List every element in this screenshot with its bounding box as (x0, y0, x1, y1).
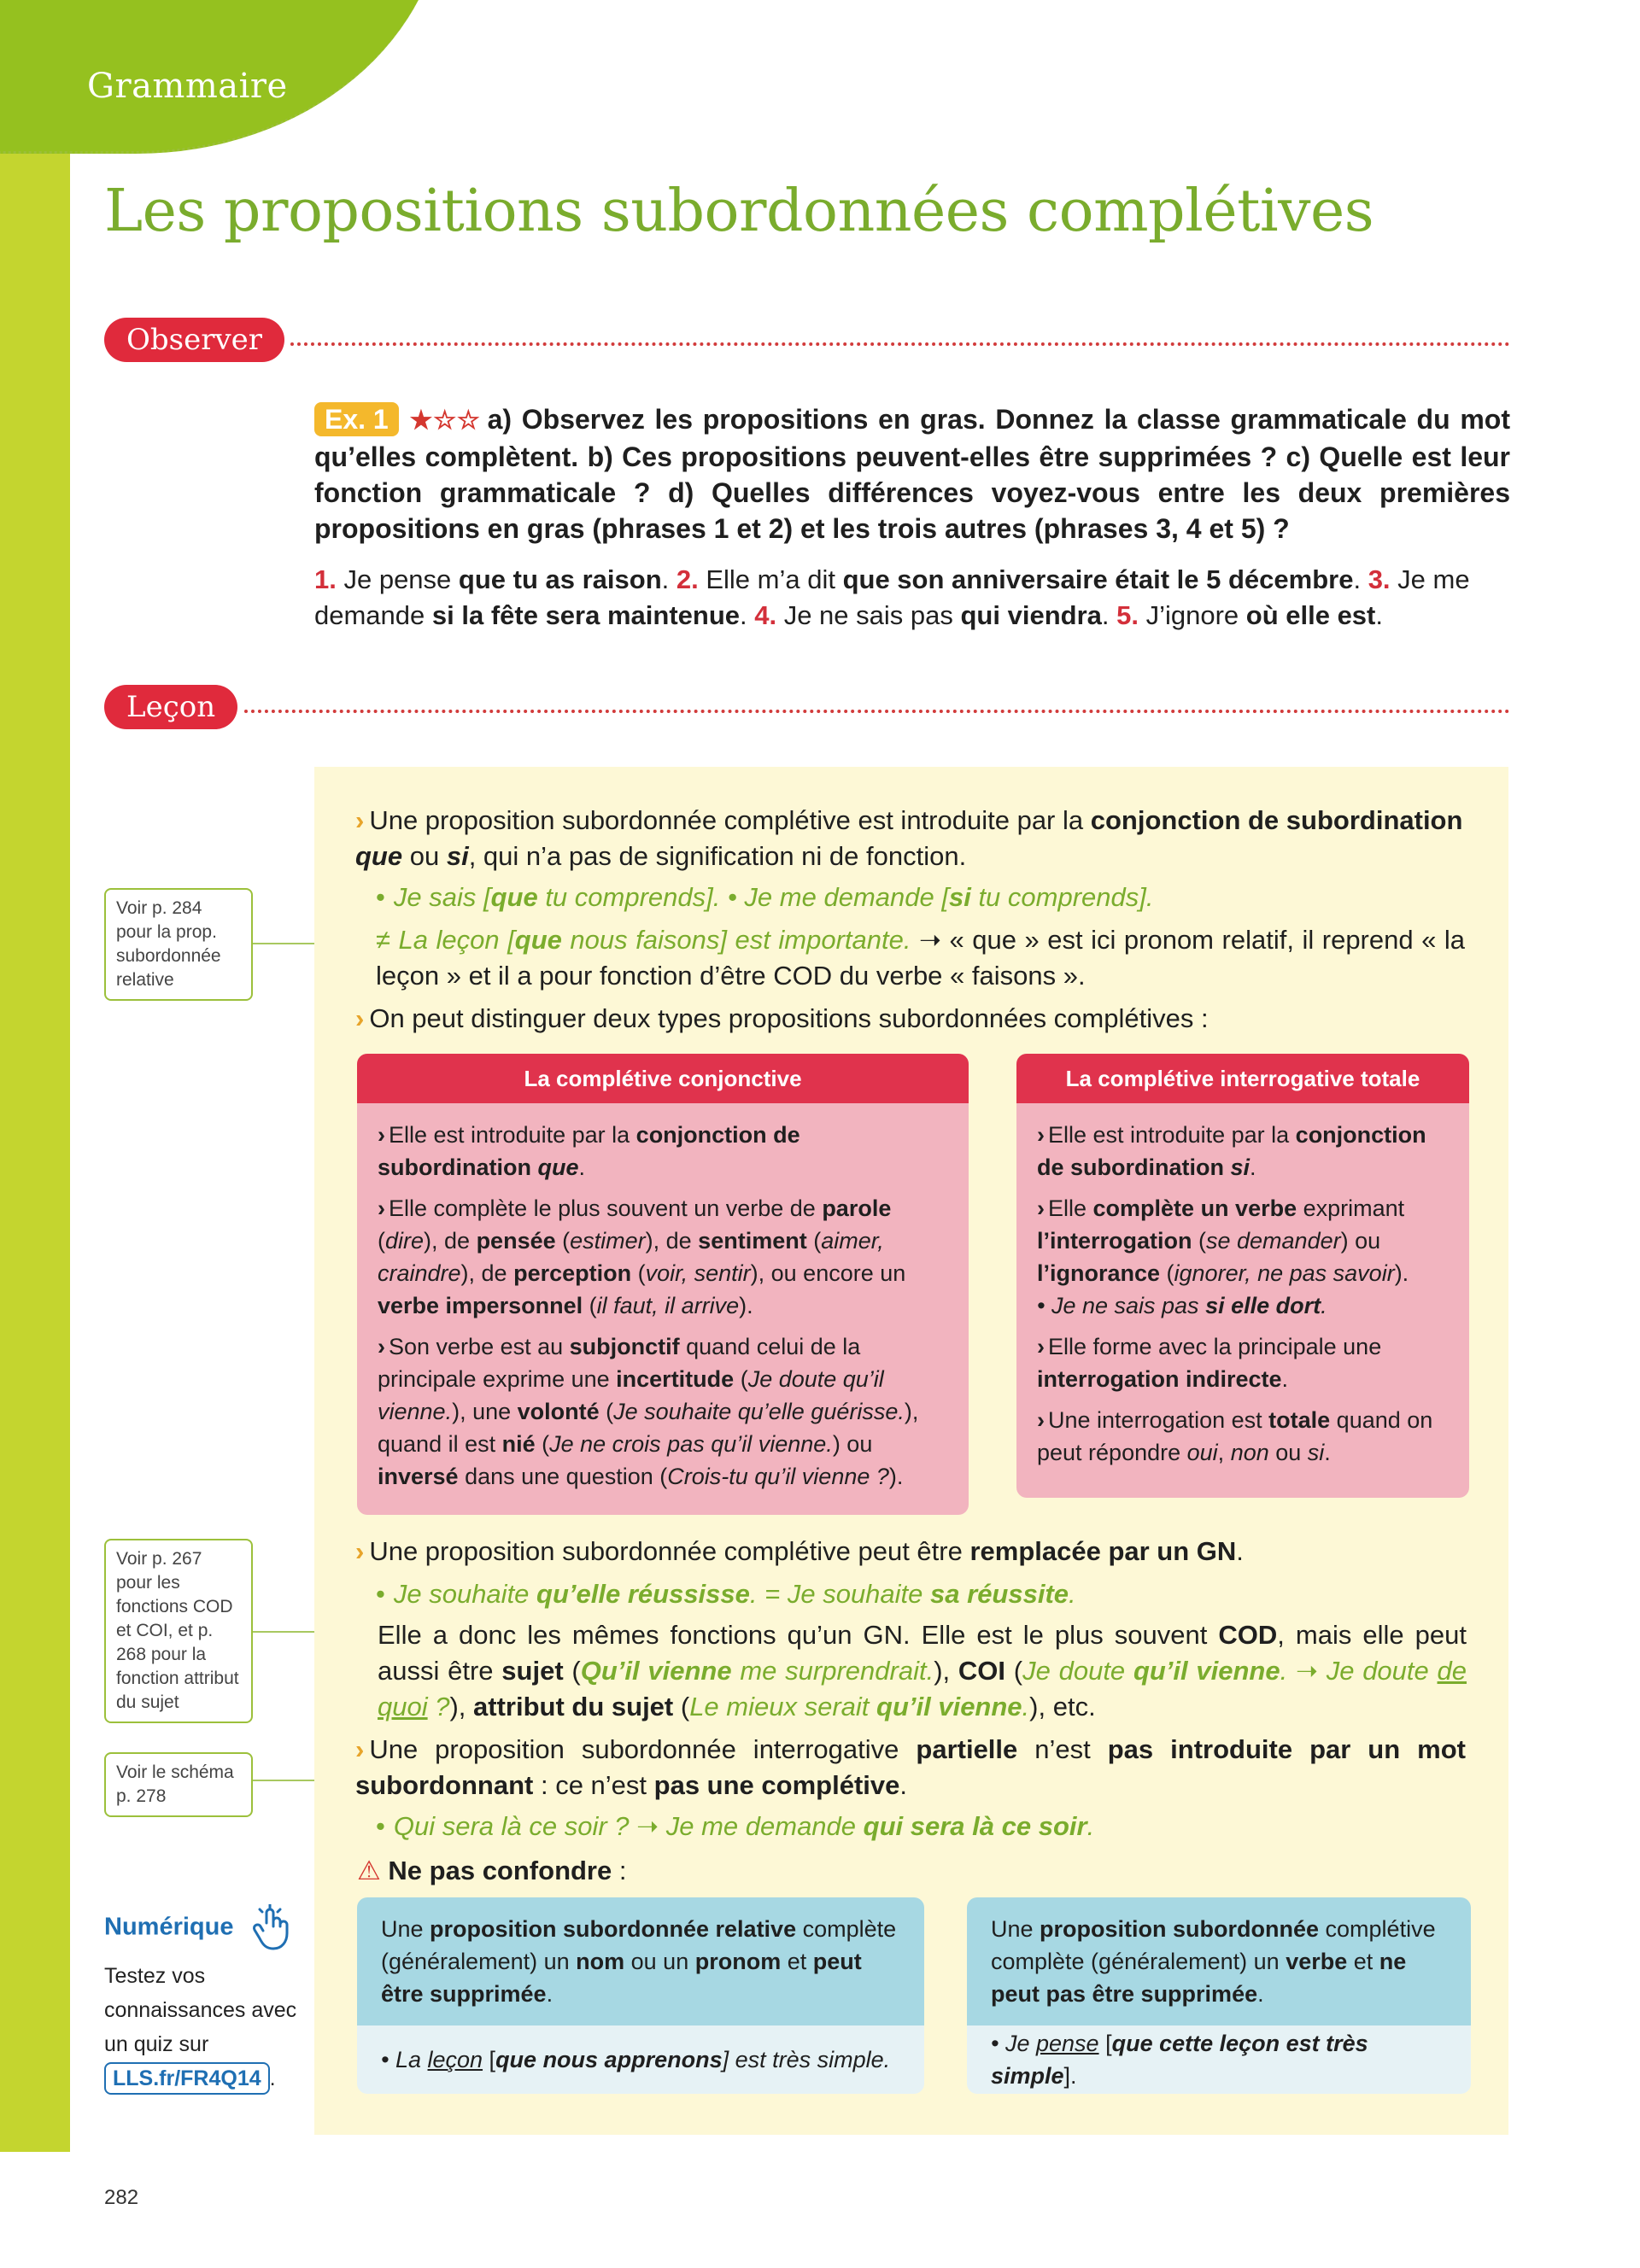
text: tu comprends]. (970, 882, 1154, 912)
hand-click-icon (246, 1904, 297, 1952)
sentence-text: Elle m’a dit (698, 564, 843, 594)
card-bullet: › Elle complète le plus souvent un verbe de parole (dire), de pensée (estimer), de sentiment (aimer, craindre), de perception (voir, sentir), ou encore un verbe impersonnel (il faut, il arrive). (378, 1195, 906, 1318)
numerique-text: Testez vos connaissances avec un quiz sur (104, 1964, 297, 2056)
card-completive-conjonctive (357, 1054, 969, 1515)
lecon-divider (244, 710, 1510, 713)
chevron-right-icon: › (355, 1003, 365, 1033)
card-bullet: › Elle est introduite par la conjonction de subordination si. (1037, 1122, 1426, 1180)
card-bullet: › Elle est introduite par la conjonction de subordination que. (378, 1122, 800, 1180)
card-bullet: › Elle forme avec la principale une interrogation indirecte. (1037, 1334, 1382, 1392)
margin-note-relative: Voir p. 284 pour la prop. subordonnée relative (104, 888, 253, 1001)
text: , qui n’a pas de signification ni de fonction. (468, 841, 967, 871)
text: . (269, 2066, 276, 2090)
text: ➝ « que » est ici pronom relatif, il reprend « la leçon » et il a pour fonction d’être COD du verbe « faisons ». (376, 925, 1466, 991)
text: Je sais [ (393, 882, 491, 912)
text: Une proposition subordonnée complétive est introduite par la (369, 805, 1091, 835)
comparison-completive: Une proposition subordonnée complétive complète (généralement) un verbe et ne peut pas être supprimée. • Je pense [que cette leçon est très simple]. (967, 1897, 1471, 2094)
lesson-paragraph-1 (355, 803, 1466, 874)
bold-proposition: où elle est (1245, 600, 1376, 630)
lesson-not-equal-note (376, 922, 1465, 994)
bullet-icon: • (376, 882, 385, 912)
observer-divider (290, 342, 1510, 346)
text: nous faisons] est importante. (561, 925, 911, 955)
sentence-text: J’ignore (1138, 600, 1246, 630)
chevron-right-icon: › (355, 805, 365, 835)
lesson-example-1 (376, 880, 1486, 915)
sentence-text: Je pense (336, 564, 459, 594)
bold-proposition: que son anniversaire était le 5 décembre (842, 564, 1354, 594)
warning-icon: ⚠ (357, 1856, 381, 1885)
text: si (948, 882, 971, 912)
lesson-paragraph-2 (355, 1001, 1466, 1037)
lecon-label: Leçon (104, 685, 237, 729)
sentence-text: . (661, 564, 676, 594)
text: ou (402, 841, 447, 871)
bold-proposition: qui viendra (960, 600, 1102, 630)
text: ≠ La leçon [ (376, 925, 515, 955)
chevron-right-icon: › (355, 1734, 365, 1764)
page-title: Les propositions subordonnées complétives (104, 178, 1374, 245)
bullet-icon: • (376, 1579, 385, 1609)
text: que (355, 841, 403, 871)
section-label: Grammaire (87, 67, 288, 106)
card-bullet: › Elle complète un verbe exprimant l’interrogation (se demander) ou l’ignorance (ignorer, ne pas savoir). • Je ne sais pas si elle dort. (1037, 1195, 1409, 1318)
lesson-paragraph-functions: Elle a donc les mêmes fonctions qu’un GN. Elle est le plus souvent COD, mais elle peut aussi être sujet (Qu’il vienne me surprendrait.), COI (Je doute qu’il vienne. ➝ Je doute de quoi ?), attribut du sujet (Le mieux serait qu’il vienne.), etc. (378, 1620, 1467, 1721)
observer-label: Observer (104, 318, 284, 362)
numerique-title: Numérique (104, 1913, 234, 1941)
page-number: 282 (104, 2186, 139, 2209)
sentence-number: 2. (676, 564, 699, 594)
sentence-text: Je ne sais pas (776, 600, 961, 630)
sentence-number: 1. (314, 564, 337, 594)
sentence-text: . (1101, 600, 1117, 630)
card-bullet: › Son verbe est au subjonctif quand celui de la principale exprime une incertitude (Je doute qu’il vienne.), une volonté (Je souhaite qu’elle guérisse.), quand il est nié (Je ne crois pas qu’il vienne.) ou inversé dans une question (Crois-tu qu’il vienne ?). (378, 1334, 919, 1489)
text: si (446, 841, 469, 871)
exercise-1 (314, 401, 1510, 547)
sentence-number: 4. (754, 600, 777, 630)
quiz-link[interactable]: LLS.fr/FR4Q14 (104, 2062, 270, 2095)
text: tu comprends]. • Je me demande [ (537, 882, 949, 912)
margin-connector (253, 1631, 314, 1633)
bullet-icon: • (376, 1811, 385, 1841)
bold-proposition: que tu as raison (458, 564, 662, 594)
lesson-example-3: • Qui sera là ce soir ? ➝ Je me demande qui sera là ce soir. (376, 1811, 1095, 1841)
sentence-text: . (740, 600, 755, 630)
text: conjonction de subordination (1090, 805, 1463, 835)
exercise-sentences (314, 562, 1510, 634)
exercise-badge: Ex. 1 (314, 402, 399, 436)
card-title: La complétive interrogative totale (1016, 1054, 1469, 1103)
margin-connector (253, 1780, 314, 1781)
margin-connector (253, 943, 314, 944)
card-bullet: › Une interrogation est totale quand on peut répondre oui, non ou si. (1037, 1407, 1433, 1465)
card-title: La complétive conjonctive (357, 1054, 969, 1103)
lesson-example-2: • Je souhaite qu’elle réussisse. = Je souhaite sa réussite. (376, 1579, 1076, 1609)
chevron-right-icon: › (355, 1536, 365, 1566)
margin-note-schema: Voir le schéma p. 278 (104, 1752, 253, 1817)
comparison-relative: Une proposition subordonnée relative complète (généralement) un nom ou un pronom et peut être supprimée. • La leçon [que nous apprenons] est très simple. (357, 1897, 924, 2094)
warning-heading: ⚠ Ne pas confondre : (357, 1856, 627, 1885)
sentence-text: . (1375, 600, 1383, 630)
lesson-paragraph-4: › Une proposition subordonnée interrogative partielle n’est pas introduite par un mot subordonnant : ce n’est pas une complétive. (355, 1734, 1466, 1800)
sentence-text: . (1353, 564, 1368, 594)
numerique-box (104, 1904, 309, 2096)
lesson-paragraph-3: › Une proposition subordonnée complétive peut être remplacée par un GN. (355, 1536, 1244, 1566)
text: que (514, 925, 562, 955)
text: que (490, 882, 538, 912)
bold-proposition: si la fête sera maintenue (431, 600, 740, 630)
sentence-number: 5. (1116, 600, 1139, 630)
text: On peut distinguer deux types propositions subordonnées complétives : (369, 1003, 1209, 1033)
exercise-question: a) Observez les propositions en gras. Donnez la classe grammaticale du mot qu’elles complètent. b) Ces propositions peuvent-elles être supprimées ? c) Quelle est leur fonction grammaticale ? d) Quelles différences voyez-vous entre les deux premières propositions en gras (phrases 1 et 2) et les trois autres (phrases 3, 4 et 5) ? (314, 404, 1511, 544)
card-completive-interrogative (1016, 1054, 1469, 1498)
sentence-text: Je me demande (314, 564, 1470, 630)
difficulty-stars-icon: ★☆☆ (407, 406, 481, 435)
margin-note-functions: Voir p. 267 pour les fonctions COD et COI, et p. 268 pour la fonction attribut du sujet (104, 1539, 253, 1723)
sentence-number: 3. (1368, 564, 1391, 594)
left-color-band (0, 0, 70, 2152)
